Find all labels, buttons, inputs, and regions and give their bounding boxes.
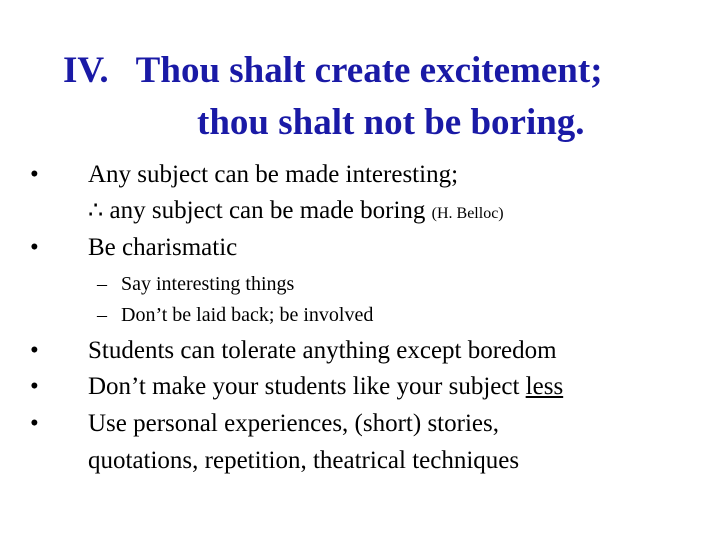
bullet-marker: • — [30, 373, 39, 400]
slide-title-line-1: IV. Thou shalt create excitement; — [63, 50, 603, 91]
sub-bullet-1-text: Say interesting things — [121, 273, 295, 295]
citation: (H. Belloc) — [431, 205, 504, 222]
bullet-1-line-2 — [88, 196, 504, 229]
bullet-5-line-2: quotations, repetition, theatrical techniques — [88, 447, 520, 474]
bullet-marker: • — [30, 234, 39, 261]
bullet-marker: • — [30, 161, 39, 188]
bullet-1-line-2-text: any subject can be made boring — [103, 197, 432, 224]
bullet-marker: • — [30, 337, 39, 364]
bullet-3-text: Students can tolerate anything except boredom — [88, 337, 557, 364]
underlined-word: less — [525, 373, 564, 400]
bullet-2-text: Be charismatic — [88, 234, 238, 261]
slide-title-line-2: thou shalt not be boring. — [197, 102, 585, 143]
therefore-symbol: ∴ — [88, 198, 104, 224]
sub-bullet-2-text: Don’t be laid back; be involved — [121, 304, 374, 326]
bullet-5-line-1: Use personal experiences, (short) stories, — [88, 410, 499, 437]
bullet-4-text-main: Don’t make your students like your subject — [88, 373, 526, 400]
sub-bullet-marker: – — [97, 273, 107, 295]
bullet-1-line-1: Any subject can be made interesting; — [88, 161, 459, 188]
sub-bullet-marker: – — [97, 304, 107, 326]
bullet-marker: • — [30, 410, 39, 437]
bullet-4-text — [88, 372, 563, 402]
